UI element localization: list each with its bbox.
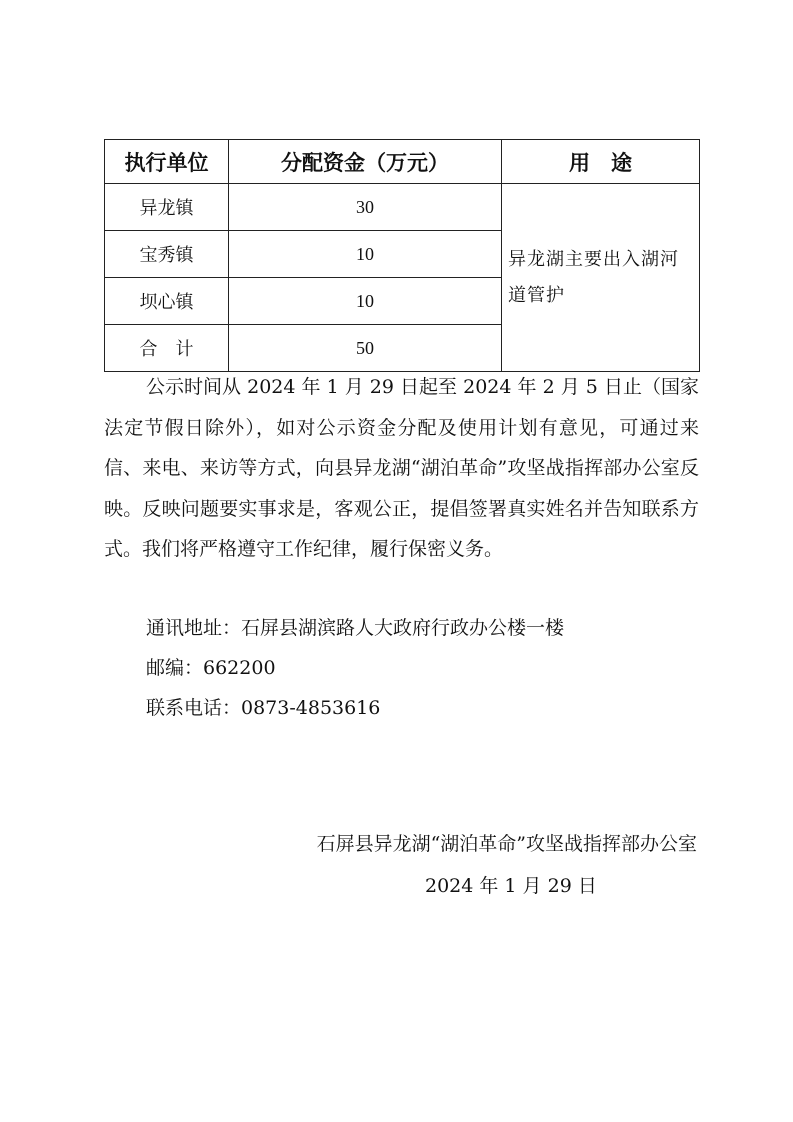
amount-cell: 30 [229,184,502,231]
unit-cell: 异龙镇 [105,184,229,231]
amount-cell: 10 [229,231,502,278]
total-amount-cell: 50 [229,325,502,372]
contact-postcode: 邮编：662200 [146,657,276,679]
unit-cell: 宝秀镇 [105,231,229,278]
header-unit: 执行单位 [105,140,229,184]
notice-paragraph: 公示时间从 2024 年 1 月 29 日起至 2024 年 2 月 5 日止（国家法定节假日除外），如对公示资金分配及使用计划有意见，可通过来信、来电、来访等方式，向县异龙湖“湖泊革命”攻坚战指挥部办公室反映。反映问题要实事求是，客观公正，提倡签署真实姓名并告知联系方式。我们将严格遵守工作纪律，履行保密义务。 [104,376,699,560]
fund-allocation-table [104,139,700,372]
total-label-cell: 合 计 [105,325,229,372]
contact-address: 通讯地址：石屏县湖滨路人大政府行政办公楼一楼 [146,617,565,639]
unit-cell: 坝心镇 [105,278,229,325]
amount-cell: 10 [229,278,502,325]
header-usage: 用 途 [502,140,700,184]
contact-phone: 联系电话：0873-4853616 [146,697,381,719]
table-header-row [105,140,700,184]
table-row [105,184,700,231]
issue-date: 2024 年 1 月 29 日 [425,875,597,897]
usage-cell: 异龙湖主要出入湖河道管护 [502,184,700,372]
issuing-office: 石屏县异龙湖“湖泊革命”攻坚战指挥部办公室 [316,833,697,855]
header-amount: 分配资金（万元） [229,140,502,184]
